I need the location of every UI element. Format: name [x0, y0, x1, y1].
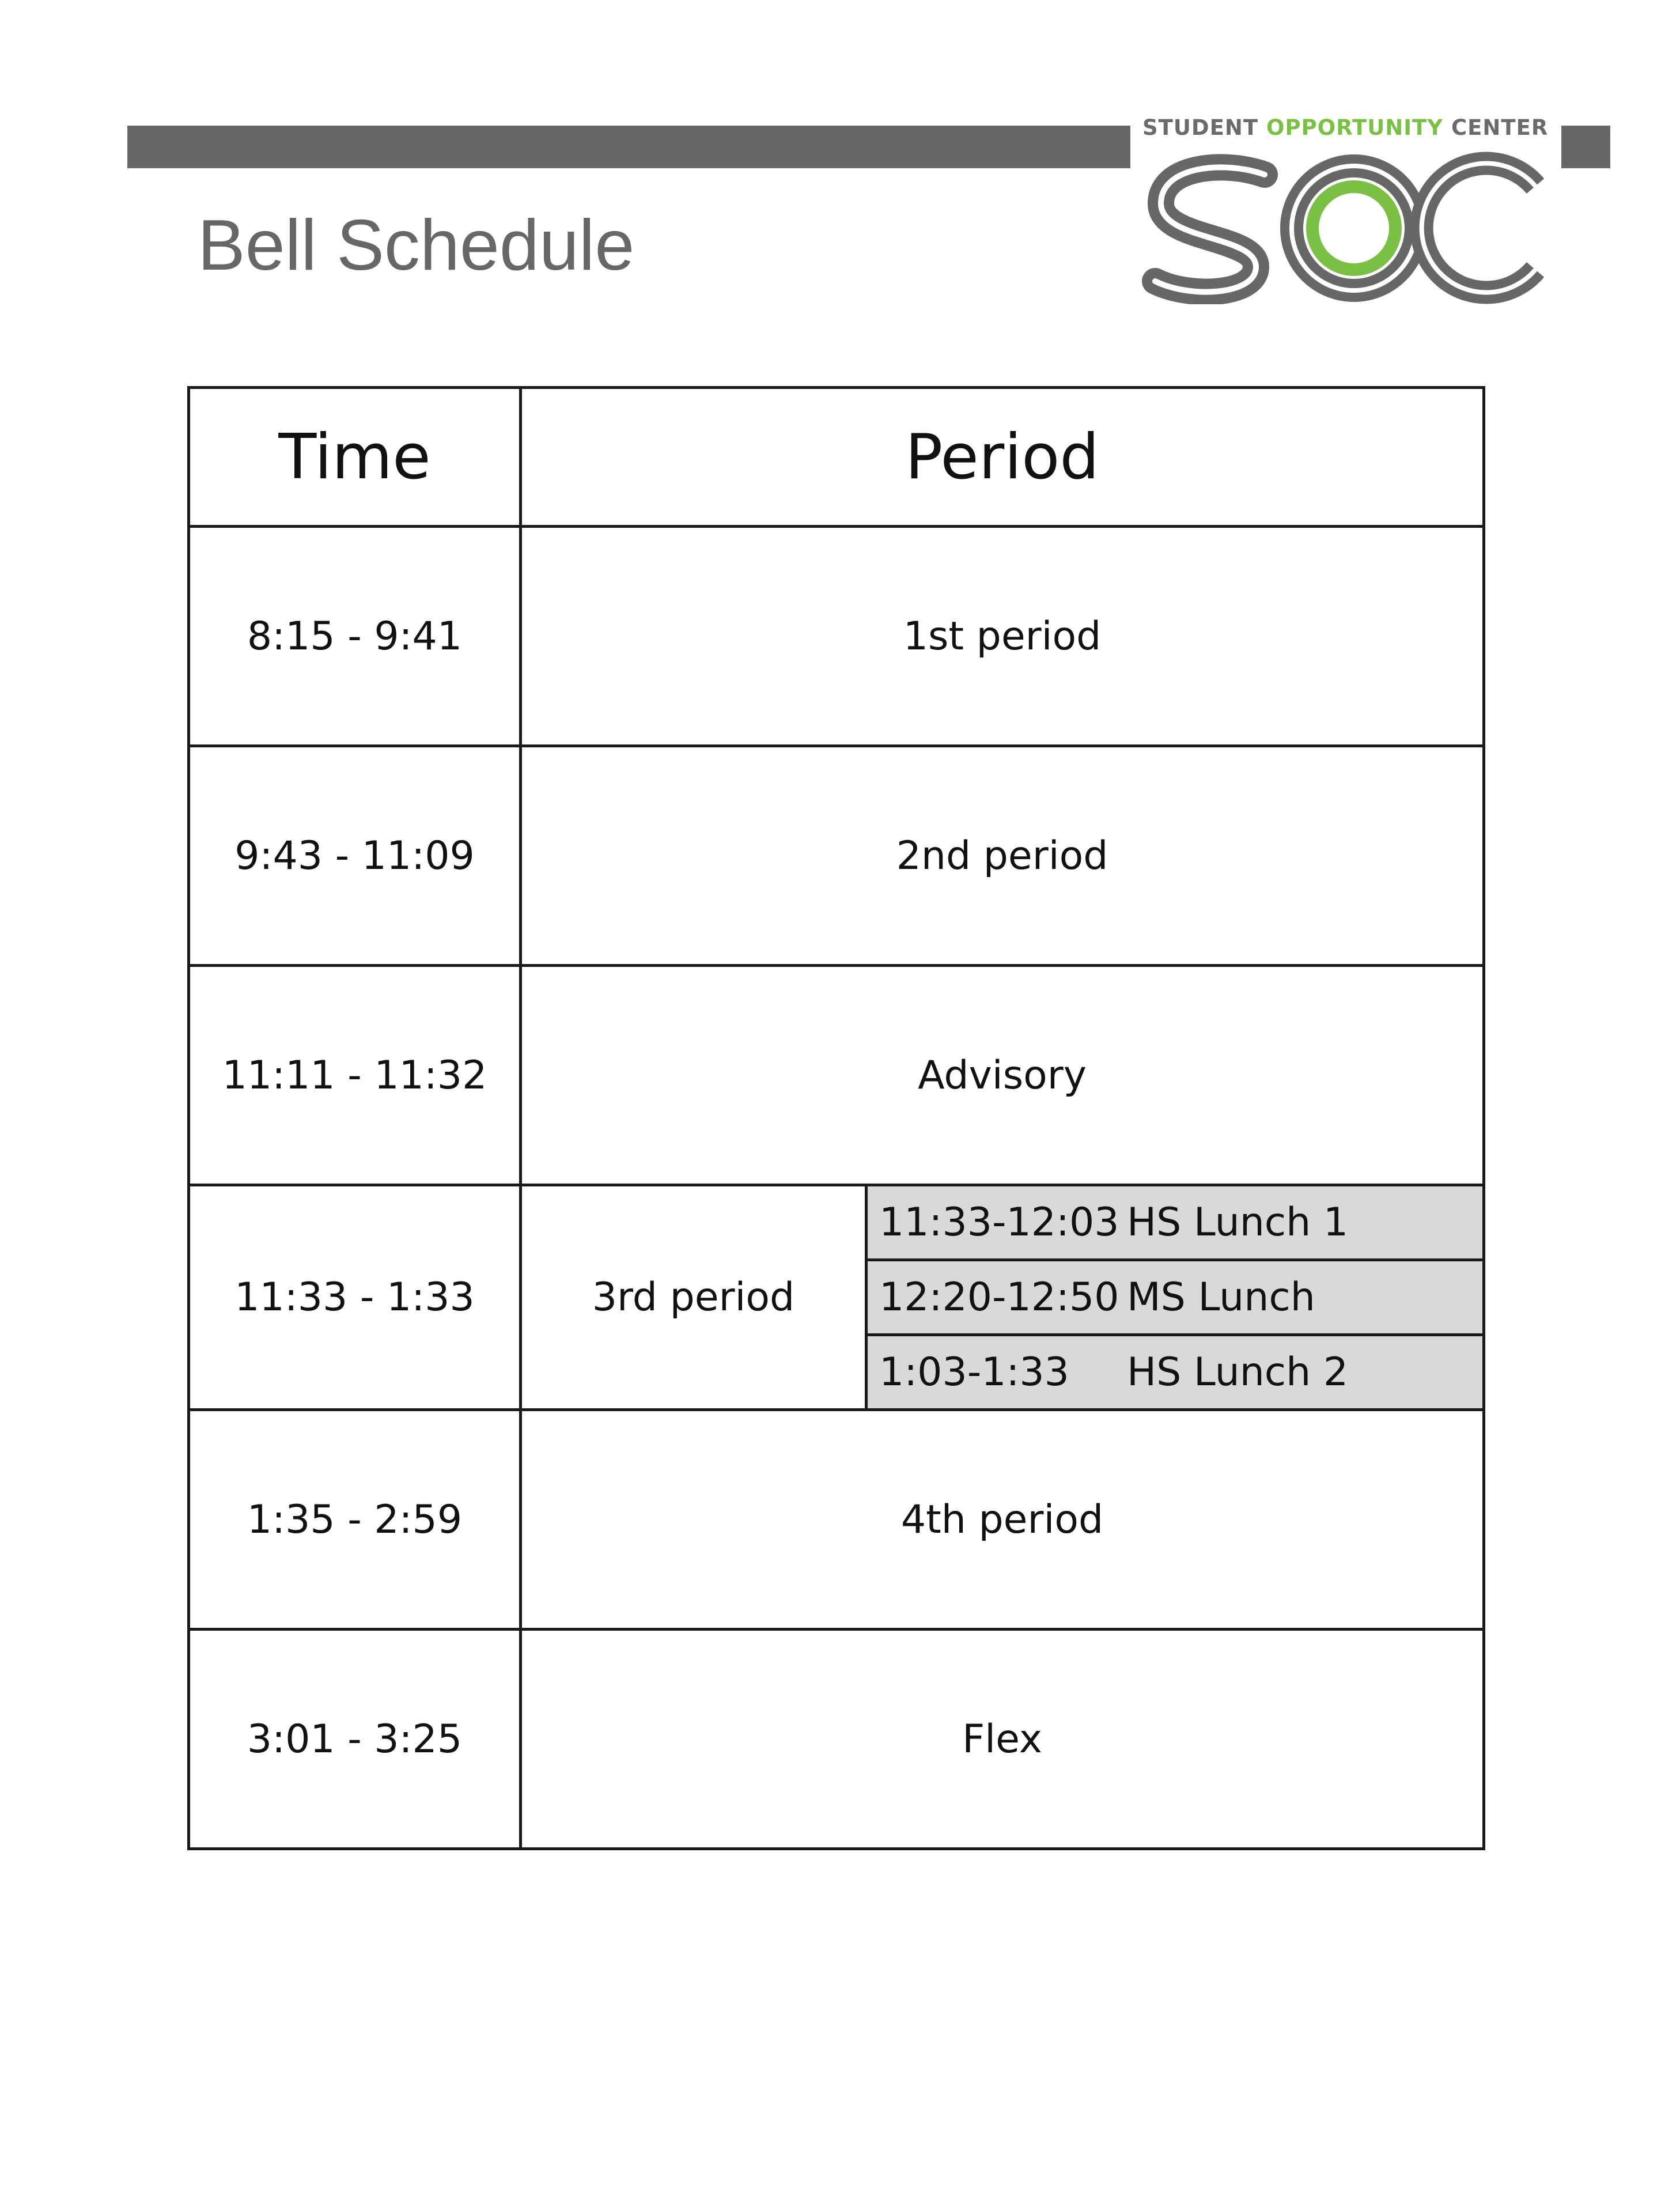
logo-tagline-center: CENTER — [1451, 115, 1549, 140]
header-period: Period — [521, 388, 1484, 527]
row-time: 1:35 - 2:59 — [189, 1410, 521, 1630]
lunch-sub-schedule — [867, 1185, 1484, 1410]
lunch-time: 11:33-12:03 — [868, 1186, 1121, 1260]
lunch-name: MS Lunch — [1121, 1260, 1482, 1335]
lunch-name: HS Lunch 1 — [1121, 1186, 1482, 1260]
table-row — [189, 527, 1484, 746]
soc-logo — [1138, 143, 1553, 304]
row-time: 11:11 - 11:32 — [189, 966, 521, 1185]
lunch-row — [868, 1260, 1482, 1335]
row-time: 9:43 - 11:09 — [189, 746, 521, 966]
lunch-name: HS Lunch 2 — [1121, 1335, 1482, 1409]
row-period: Advisory — [521, 966, 1484, 1185]
table-row — [189, 1630, 1484, 1849]
row-period: 4th period — [521, 1410, 1484, 1630]
page-title: Bell Schedule — [198, 206, 635, 285]
row-period: Flex — [521, 1630, 1484, 1849]
row-time: 8:15 - 9:41 — [189, 527, 521, 746]
row-period: 2nd period — [521, 746, 1484, 966]
lunch-row — [868, 1186, 1482, 1260]
header-time: Time — [189, 388, 521, 527]
lunch-time: 1:03-1:33 — [868, 1335, 1121, 1409]
row-time: 3:01 - 3:25 — [189, 1630, 521, 1849]
table-header-row — [189, 388, 1484, 527]
table-row — [189, 966, 1484, 1185]
logo-tagline-student: STUDENT — [1142, 115, 1259, 140]
header-bar — [127, 126, 1130, 168]
table-row — [189, 746, 1484, 966]
row-period: 1st period — [521, 527, 1484, 746]
table-row — [189, 1410, 1484, 1630]
logo-tagline — [1142, 115, 1549, 140]
header-bar-end — [1561, 126, 1610, 168]
logo-tagline-opportunity: OPPORTUNITY — [1266, 115, 1444, 140]
lunch-time: 12:20-12:50 — [868, 1260, 1121, 1335]
bell-schedule-table — [187, 386, 1485, 1850]
lunch-row — [868, 1335, 1482, 1409]
row-time: 11:33 - 1:33 — [189, 1185, 521, 1410]
row-period: 3rd period — [521, 1185, 867, 1410]
table-row-lunch — [189, 1185, 1484, 1410]
lunch-table — [868, 1186, 1482, 1408]
